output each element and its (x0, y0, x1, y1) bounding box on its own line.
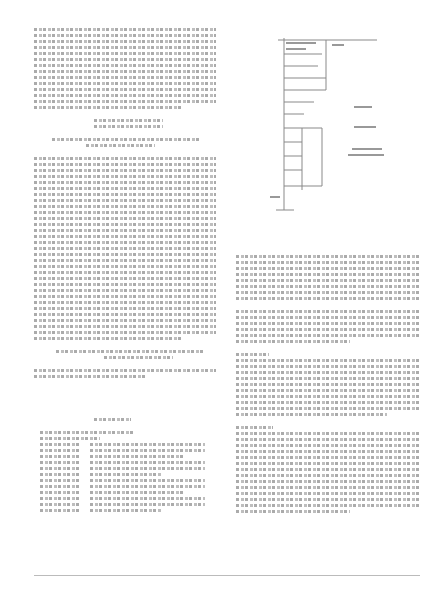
left-column-text (34, 28, 216, 381)
diagram-figure (262, 30, 402, 220)
footer-rule (34, 575, 420, 576)
left-table (40, 418, 210, 515)
right-column-text (236, 255, 420, 516)
